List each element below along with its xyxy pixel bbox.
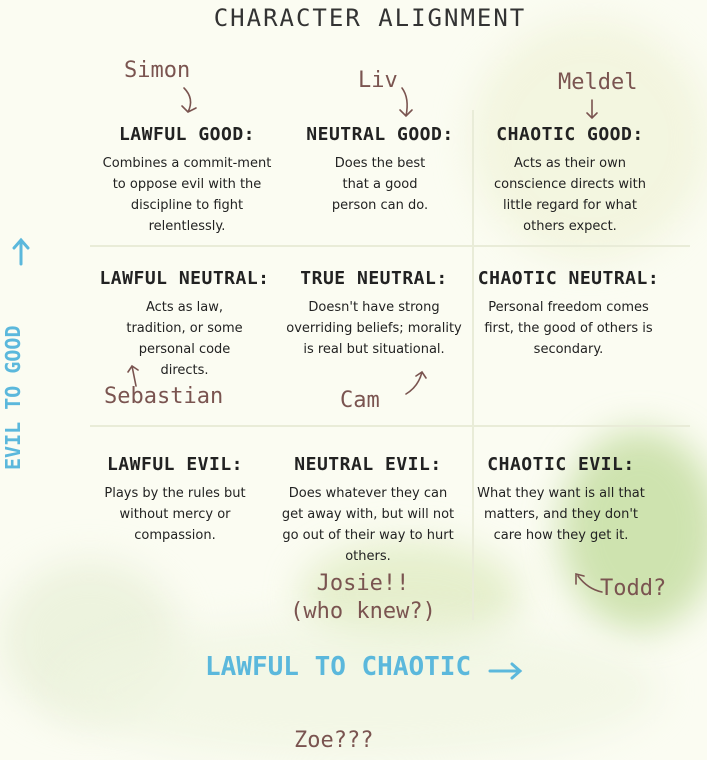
- annotation-cam: Cam: [340, 388, 380, 413]
- cell-heading: LAWFUL EVIL:: [106, 454, 244, 475]
- cell-lawful-neutral: [82, 268, 287, 381]
- cell-description: What they want is all that matters, and they don't care how they get it.: [477, 486, 645, 543]
- cell-description: Plays by the rules but without mercy or compassion.: [104, 486, 246, 543]
- cell-neutral-evil: [268, 454, 468, 567]
- annotation-meldel: Meldel: [558, 70, 638, 95]
- cell-description: Personal freedom comes first, the good of others is secondary.: [484, 300, 653, 357]
- page-title: CHARACTER ALIGNMENT: [213, 4, 527, 32]
- arrow-down-icon: [178, 86, 208, 118]
- arrow-up-right-icon: [404, 368, 430, 396]
- cell-lawful-good: [87, 124, 287, 237]
- arrow-down-icon: [582, 98, 602, 122]
- cell-true-neutral: [274, 268, 474, 360]
- arrow-up-icon: [10, 236, 32, 266]
- cell-chaotic-neutral: [466, 268, 671, 360]
- cell-lawful-evil: [75, 454, 275, 546]
- annotation-zoe: Zoe???: [294, 728, 374, 753]
- grid-divider: [90, 245, 690, 247]
- annotation-sebastian: Sebastian: [104, 384, 224, 409]
- cell-heading: NEUTRAL GOOD:: [306, 124, 454, 145]
- cell-chaotic-good: [470, 124, 670, 237]
- annotation-simon: Simon: [124, 58, 191, 83]
- cell-heading: NEUTRAL EVIL:: [294, 454, 442, 475]
- annotation-josie-line2: (who knew?): [290, 599, 436, 624]
- cell-heading: TRUE NEUTRAL:: [300, 268, 448, 289]
- annotation-josie-line1: Josie!!: [316, 571, 410, 596]
- annotation-todd: Todd?: [600, 576, 667, 601]
- cell-heading: CHAOTIC EVIL:: [487, 454, 635, 475]
- cell-heading: CHAOTIC GOOD:: [496, 124, 644, 145]
- cell-description: Doesn't have strong overriding beliefs; morality is real but situational.: [286, 300, 462, 357]
- cell-description: Acts as their own conscience directs with little regard for what others expect.: [493, 156, 647, 234]
- cell-heading: LAWFUL GOOD:: [118, 124, 256, 145]
- annotation-josie: [268, 570, 458, 626]
- cell-heading: LAWFUL NEUTRAL:: [99, 268, 270, 289]
- cell-neutral-good: [280, 124, 480, 216]
- axis-label-evil-to-good: EVIL TO GOOD: [1, 325, 25, 470]
- cell-description: Acts as law, tradition, or some personal code directs.: [126, 300, 243, 378]
- arrow-right-icon: [488, 660, 524, 682]
- cell-description: Does whatever they can get away with, but will not go out of their way to hurt others.: [281, 486, 455, 564]
- annotation-liv: Liv: [358, 68, 398, 93]
- arrow-down-icon: [398, 86, 422, 120]
- cell-description: Combines a commit-ment to oppose evil with the discipline to fight relentlessly.: [102, 156, 272, 234]
- axis-label-lawful-to-chaotic: LAWFUL TO CHAOTIC: [205, 652, 472, 682]
- cell-description: Does the best that a good person can do.: [331, 156, 429, 213]
- cell-heading: CHAOTIC NEUTRAL:: [477, 268, 660, 289]
- cell-chaotic-evil: [461, 454, 661, 546]
- grid-divider: [90, 425, 690, 427]
